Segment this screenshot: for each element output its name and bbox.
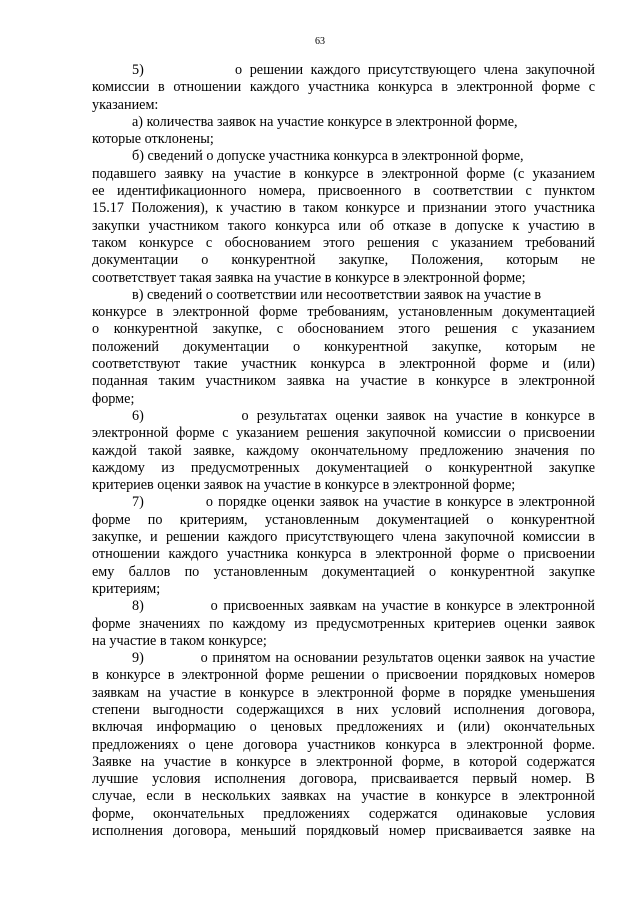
text-line: б) сведений о допуске участника конкурса в электронной форме, xyxy=(132,148,524,165)
text-line: форме; xyxy=(92,390,135,407)
text-line: которые отклонены; xyxy=(92,131,214,148)
text-line: 9) о принятом на основании результатов оценки заявок на участие xyxy=(132,650,595,667)
text-line: критериям; xyxy=(92,580,161,597)
text-line: форме по критериям, установленным документацией о конкурентной xyxy=(92,511,595,528)
text-line: исполнения договора, меньший порядковый номер присваивается заявке на xyxy=(92,823,595,840)
text-line: закупки участником такого конкурса или об отказе в допуске к участию в xyxy=(92,217,595,234)
text-line: в) сведений о соответствии или несоответствии заявок на участие в xyxy=(132,286,542,303)
text-line: указанием: xyxy=(92,96,159,113)
text-line: таком конкурсе с обоснованием этого решения с указанием требований xyxy=(92,234,595,251)
text-line: заявкам на участие в конкурсе в электронной форме в порядке уменьшения xyxy=(92,684,595,701)
text-line: комиссии в отношении каждого участника конкурса в электронной форме с xyxy=(92,79,595,96)
text-line: а) количества заявок на участие конкурсе в электронной форме, xyxy=(132,113,518,130)
text-line: 8) о присвоенных заявкам на участие в конкурсе в электронной xyxy=(132,598,595,615)
text-line: предложениях о цене договора участников конкурса в электронной форме. xyxy=(92,736,595,753)
text-line: форме значениях по каждому из предусмотренных критериев оценки заявок xyxy=(92,615,595,632)
text-line: подавшего заявку на участие в конкурсе в электронной форме (с указанием xyxy=(92,165,595,182)
text-line: каждому из предусмотренных документацией о конкурентной закупке xyxy=(92,459,595,476)
text-line: каждой такой заявке, каждому окончательному предложению значения по xyxy=(92,442,595,459)
text-line: критериев оценки заявок на участие в конкурсе в электронной форме; xyxy=(92,477,516,494)
text-line: закупке, и решении каждого присутствующего члена закупочной комиссии в xyxy=(92,529,595,546)
page-number: 63 xyxy=(315,36,325,47)
text-line: 6) о результатах оценки заявок на участие в конкурсе в xyxy=(132,407,595,424)
text-line: поданная таким участником заявка на участие в конкурсе в электронной xyxy=(92,373,595,390)
body-text xyxy=(92,62,595,840)
text-line: 15.17 Положения), к участию в таком конкурсе и признании этого участника xyxy=(92,200,595,217)
text-line: отношении каждого участника конкурса в электронной форме о присвоении xyxy=(92,546,595,563)
text-line: включая информацию о ценовых предложениях и (или) окончательных xyxy=(92,719,595,736)
text-line: 5) о решении каждого присутствующего члена закупочной xyxy=(132,62,595,78)
text-line: 7) о порядке оценки заявок на участие в конкурсе в электронной xyxy=(132,494,595,511)
text-line: в конкурсе в электронной форме решении о присвоении порядковых номеров xyxy=(92,667,595,684)
text-line: ему баллов по установленным документацией о конкурентной закупке xyxy=(92,563,595,580)
text-line: Заявке на участие в конкурсе в электронной форме, в которой содержатся xyxy=(92,753,595,770)
text-line: положений документации о конкурентной закупке, которым не xyxy=(92,338,595,355)
text-line: лучшие условия исполнения договора, присваивается первый номер. В xyxy=(92,771,595,788)
text-line: ее идентификационного номера, присвоенного в соответствии с пунктом xyxy=(92,183,595,200)
text-line: форме, окончательных предложениях содержатся одинаковые условия xyxy=(92,805,595,822)
text-line: соответствует такая заявка на участие в конкурсе в электронной форме; xyxy=(92,269,526,286)
text-line: конкурсе в электронной форме требованиям, установленным документацией xyxy=(92,304,595,321)
text-line: электронной форме с указанием решения закупочной комиссии о присвоении xyxy=(92,425,595,442)
text-line: соответствуют такие участник конкурса в электронной форме и (или) xyxy=(92,356,595,373)
text-line: документации о конкурентной закупке, Положения, которым не xyxy=(92,252,595,269)
text-line: о конкурентной закупке, с обоснованием этого решения с указанием xyxy=(92,321,595,338)
text-line: степени выгодности содержащихся в них условий исполнения договора, xyxy=(92,701,595,718)
text-line: случае, если в нескольких заявках на участие в конкурсе в электронной xyxy=(92,788,595,805)
text-line: на участие в таком конкурсе; xyxy=(92,632,267,649)
